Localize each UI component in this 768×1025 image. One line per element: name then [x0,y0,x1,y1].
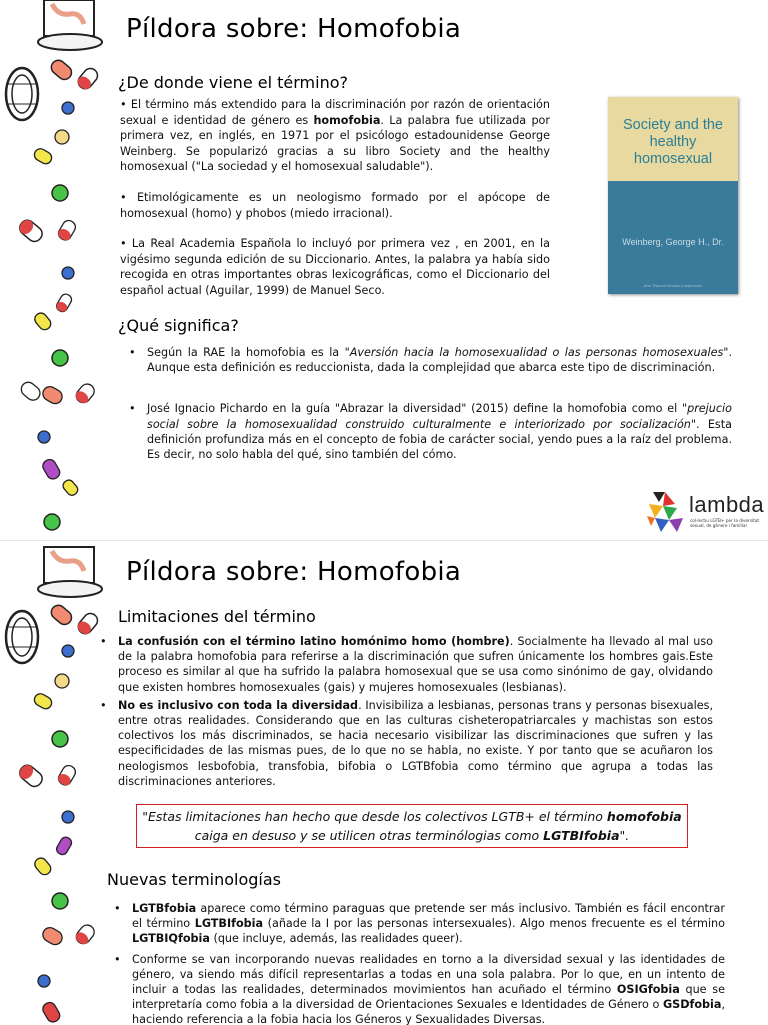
page-2 [0,540,768,1025]
page-title: Píldora sobre: Homofobia [126,557,462,587]
lambda-logo-mark-icon [645,490,687,536]
section-heading-origin: ¿De donde viene el término? [118,73,348,92]
highlighted-quote-box: "Estas limitaciones han hecho que desde los colectivos LGTB+ el término homofobia caiga en desuso y se utilicen otras terminólogias como LGTBIfobia". [136,804,688,848]
list-item: • Conforme se van incorporando nuevas realidades en torno a la diversidad sexual y las identidades de género, va siendo más difícil representarlas a todas en una sola palabra. Por lo que, en un intento de incluir a todas las realidades, determinados movimientos han acuñado el término OSIGfobia que se interpretaría como fobia a la diversidad de Orientaciones Sexuales e Identidades de Género o GSDfobia, haciendo referencia a la fobia hacia los Géneros y Sexualidades Diversas. [114,952,725,1025]
origin-paragraph-3: • La Real Academia Española lo incluyó por primera vez , en 2001, en la vigésimo segunda edición de su Diccionario. Antes, la palabra ya había sido recogida en otras importantes obras lexicográficas, como el Diccionario del español actual (Aguilar, 1999) de Manuel Seco. [120,237,550,297]
page-title: Píldora sobre: Homofobia [126,14,462,44]
pill-bottle-doodle-illustration [0,541,110,1025]
section-heading-limitations: Limitaciones del término [118,607,316,626]
book-author: Weinberg, George H., Dr. [622,237,724,247]
new-terms-list [114,901,725,1025]
book-title: Society and the healthy homosexual [623,117,723,167]
section-heading-meaning: ¿Qué significa? [118,316,239,335]
origin-paragraph-1: • El término más extendido para la discriminación por razón de orientación sexual e identidad de género es homofobia. La palabra fue utilizada por primera vez, en inglés, en 1971 por el psicólogo estadounidense George Weinberg. Se popularizó gracias a su libro Society and the healthy homosexual ("La sociedad y el homosexual saludable"). [120,98,550,173]
lambda-wordmark: lambda [689,492,765,517]
origin-paragraph-2: • Etimológicamente es un neologismo formado por el apócope de homosexual (homo) y phobos (miedo irracional). [120,191,550,220]
lambda-tagline: col·lectiu LGTB+ per la diversitat sexual, de gènere i familiar [690,518,760,528]
list-item: • LGTBfobia aparece como término paraguas que pretende ser más inclusivo. También es fácil encontrar el término LGTBIfobia (añade la I por las personas intersexuales). Algo menos frecuente es el término LGTBIQfobia (que incluye, además, las realidades queer). [114,902,725,946]
limitations-list [100,634,713,789]
list-item: • La confusión con el término latino homónimo homo (hombre). Socialmente ha llevado al mal uso de la palabra homofobia para referirse a la discriminación que sufren únicamente los hombres gais.Este proceso es similar al que ha sufrido la palabra homosexual que se usa como sinónimo de gay, olvidando que existen hombres homosexuales (gais) y mujeres homosexuales (lesbianas). [100,635,713,694]
list-item: • José Ignacio Pichardo en la guía "Abrazar la diversidad" (2015) define la homofobia como el "prejucio social sobre la homosexualidad construido culturalmente e interiorizado por socialización". Esta definición profundiza más en el concepto de fobia de carácter social, yendo pues a la raíz del problema. Es decir, no solo habla del qué, sino también del cómo. [129,402,732,462]
meaning-list [129,345,732,462]
pill-bottle-doodle-illustration [0,0,110,540]
lambda-logo [645,490,767,536]
list-item: • No es inclusivo con toda la diversidad. Invisibiliza a lesbianas, personas trans y personas bisexuales, entre otras realidades. Considerando que en las culturas cisheteropatriarcales y machistas son estos colectivos los más discriminados, se hacia necesario visibilizar las discriminaciones que sufren y las especificidades de las mismas pues, de lo que no se habla, no existe. Y por tanto que se acuñaron los neologismos lesbofobia, transfobia, bifobia o LGTBfobia como término que agrupa a todas las discriminaciones anteriores. [100,698,713,788]
book-publisher: Aho Tfssnoa Mooahul Impluauon [643,283,703,288]
section-heading-new-terms: Nuevas terminologías [107,870,281,889]
list-item: • Según la RAE la homofobia es la "Aversión hacia la homosexualidad o las personas homosexuales". Aunque esta definición es reduccionista, dada la complejidad que abarca este tipo de discriminación. [129,346,732,375]
book-cover-image [608,97,738,294]
